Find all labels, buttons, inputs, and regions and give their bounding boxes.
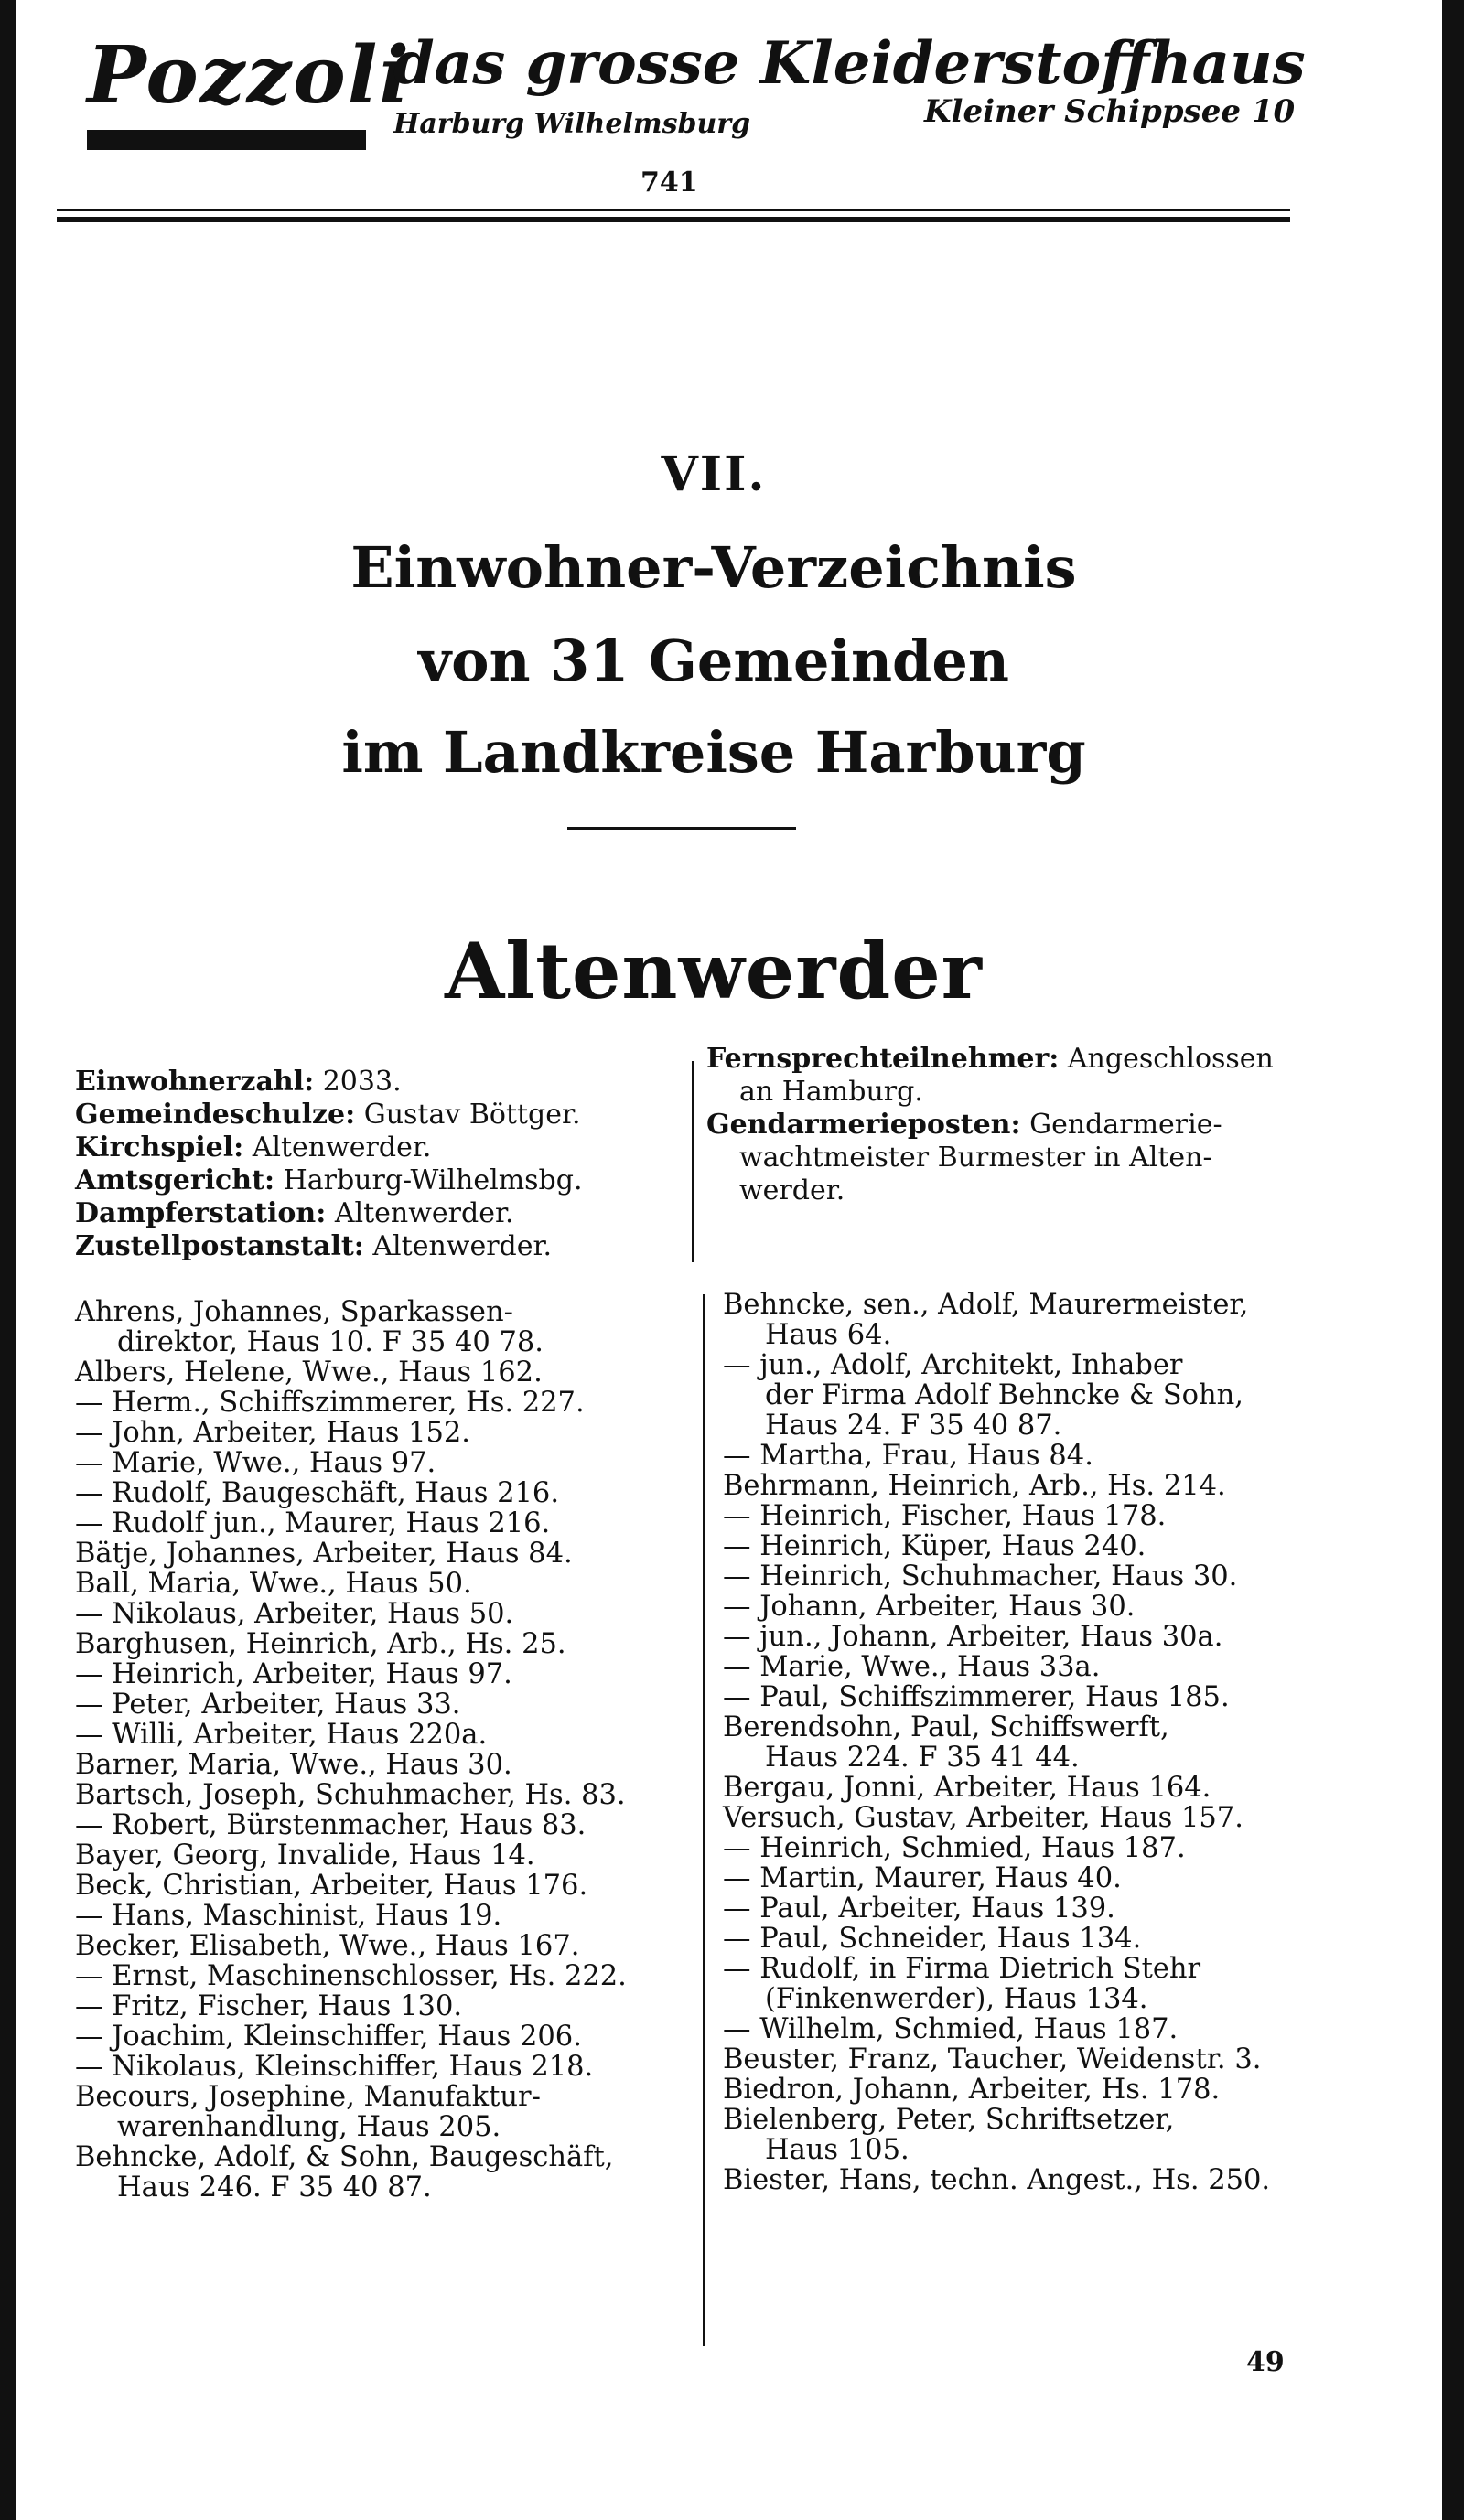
title-divider [567, 827, 796, 830]
scan-left-edge [0, 0, 16, 2520]
fact-line-label: Dampferstation: [75, 1197, 327, 1229]
resident-entry: Versuch, Gustav, Arbeiter, Haus 157. [723, 1802, 1243, 1834]
resident-entry: Bartsch, Joseph, Schuhmacher, Hs. 83. [75, 1779, 626, 1811]
resident-entry: — Heinrich, Küper, Haus 240. [723, 1530, 1146, 1562]
ad-address: Kleiner Schippsee 10 [924, 93, 1296, 130]
ad-brand: Pozzoli [87, 29, 412, 122]
resident-entry: Berendsohn, Paul, Schiffswerft, [723, 1711, 1169, 1743]
resident-entry: — Peter, Arbeiter, Haus 33. [75, 1689, 461, 1721]
resident-entry: Behncke, Adolf, & Sohn, Baugeschäft, [75, 2141, 614, 2173]
contact-line-label: Gendarmerieposten: [706, 1109, 1021, 1141]
resident-entry-continuation: der Firma Adolf Behncke & Sohn, [765, 1379, 1243, 1411]
resident-entry: — Heinrich, Arbeiter, Haus 97. [75, 1658, 512, 1690]
fact-line [75, 1230, 583, 1263]
resident-entry: Becker, Elisabeth, Wwe., Haus 167. [75, 1930, 580, 1962]
resident-entry: — Martin, Maurer, Haus 40. [723, 1862, 1122, 1894]
fact-line [75, 1066, 583, 1099]
resident-entry: — Wilhelm, Schmied, Haus 187. [723, 2013, 1179, 2045]
fact-line-value: 2033. [314, 1066, 402, 1098]
title-line-2: von 31 Gemeinden [418, 627, 1009, 694]
resident-entry: — Heinrich, Schmied, Haus 187. [723, 1832, 1186, 1864]
scan-right-edge [1442, 0, 1464, 2520]
fact-line-label: Amtsgericht: [75, 1164, 275, 1196]
resident-entry: Behrmann, Heinrich, Arb., Hs. 214. [723, 1470, 1226, 1502]
fact-line-value: Harburg-Wilhelmsbg. [274, 1164, 583, 1196]
resident-entry-continuation: Haus 24. F 35 40 87. [765, 1410, 1062, 1442]
resident-entry: — John, Arbeiter, Haus 152. [75, 1417, 471, 1449]
resident-entry: — Nikolaus, Arbeiter, Haus 50. [75, 1598, 514, 1630]
resident-entry: Bayer, Georg, Invalide, Haus 14. [75, 1839, 535, 1871]
resident-entry: Barghusen, Heinrich, Arb., Hs. 25. [75, 1628, 566, 1660]
resident-entry-continuation: (Finkenwerder), Haus 134. [765, 1983, 1148, 2015]
contact-line [706, 1109, 1274, 1142]
resident-entry-continuation: Haus 224. F 35 41 44. [765, 1742, 1080, 1774]
fact-line-value: Altenwerder. [326, 1197, 514, 1229]
header-rule-thick [57, 217, 1290, 222]
title-line-1: Einwohner-Verzeichnis [350, 534, 1077, 601]
fact-line-label: Zustellpostanstalt: [75, 1230, 364, 1262]
contact-line [706, 1142, 1274, 1174]
fact-line-label: Kirchspiel: [75, 1131, 244, 1163]
resident-entry: Ball, Maria, Wwe., Haus 50. [75, 1568, 472, 1600]
ad-underline-bar [87, 130, 366, 150]
resident-entry: — Paul, Schiffszimmerer, Haus 185. [723, 1681, 1230, 1713]
municipality-contacts [706, 1043, 1274, 1207]
municipality-heading: Altenwerder [445, 926, 983, 1016]
contact-line-value: Gendarmerie- [1020, 1109, 1222, 1141]
list-column-divider [703, 1294, 705, 2346]
resident-entry: — Heinrich, Schuhmacher, Haus 30. [723, 1560, 1238, 1592]
resident-entry: — Rudolf jun., Maurer, Haus 216. [75, 1507, 551, 1539]
ad-cities: Harburg Wilhelmsburg [393, 108, 751, 140]
resident-entry: Ahrens, Johannes, Sparkassen- [75, 1296, 513, 1328]
title-line-3: im Landkreise Harburg [341, 719, 1086, 786]
fact-line-label: Einwohnerzahl: [75, 1066, 315, 1098]
contact-line-value: Angeschlossen [1059, 1043, 1274, 1075]
contact-line-label: Fernsprechteilnehmer: [706, 1043, 1060, 1075]
resident-entry: — Willi, Arbeiter, Haus 220a. [75, 1719, 488, 1751]
fact-line-value: Gustav Böttger. [355, 1099, 581, 1131]
header-rule [57, 209, 1290, 211]
resident-entry: Biedron, Johann, Arbeiter, Hs. 178. [723, 2074, 1221, 2106]
fact-line [75, 1164, 583, 1197]
resident-entry: — Paul, Arbeiter, Haus 139. [723, 1893, 1115, 1925]
resident-list-left [75, 1297, 697, 2203]
resident-entry: Bielenberg, Peter, Schriftsetzer, [723, 2104, 1175, 2136]
resident-entry: — jun., Johann, Arbeiter, Haus 30a. [723, 1621, 1223, 1653]
resident-entry: Bergau, Jonni, Arbeiter, Haus 164. [723, 1772, 1211, 1804]
resident-entry: — Joachim, Kleinschiffer, Haus 206. [75, 2021, 582, 2053]
page-number-bottom: 49 [1246, 2346, 1285, 2378]
resident-entry: — Herm., Schiffszimmerer, Hs. 227. [75, 1387, 585, 1419]
resident-entry: Behncke, sen., Adolf, Maurermeister, [723, 1289, 1249, 1321]
resident-entry: Becours, Josephine, Manufaktur- [75, 2081, 541, 2113]
fact-line [75, 1099, 583, 1131]
resident-entry: — jun., Adolf, Architekt, Inhaber [723, 1349, 1183, 1381]
resident-entry: — Nikolaus, Kleinschiffer, Haus 218. [75, 2051, 594, 2083]
resident-entry: Beck, Christian, Arbeiter, Haus 176. [75, 1870, 588, 1902]
fact-line [75, 1197, 583, 1230]
resident-entry-continuation: Haus 64. [765, 1319, 892, 1351]
resident-entry: — Hans, Maschinist, Haus 19. [75, 1900, 502, 1932]
page-number-top: 741 [640, 166, 698, 198]
info-column-divider [692, 1061, 694, 1262]
resident-entry: — Heinrich, Fischer, Haus 178. [723, 1500, 1167, 1532]
contact-line [706, 1174, 1274, 1207]
resident-entry-continuation: warenhandlung, Haus 205. [117, 2111, 501, 2143]
resident-entry: — Marie, Wwe., Haus 33a. [723, 1651, 1101, 1683]
resident-entry: — Paul, Schneider, Haus 134. [723, 1923, 1142, 1955]
chapter-number: VII. [661, 446, 767, 502]
resident-entry: — Rudolf, in Firma Dietrich Stehr [723, 1953, 1201, 1985]
resident-entry: Barner, Maria, Wwe., Haus 30. [75, 1749, 512, 1781]
resident-list-right [723, 1290, 1327, 2195]
fact-line-value: Altenwerder. [363, 1230, 553, 1262]
resident-entry-continuation: Haus 105. [765, 2134, 910, 2166]
resident-entry: Bätje, Johannes, Arbeiter, Haus 84. [75, 1538, 573, 1570]
resident-entry: — Robert, Bürstenmacher, Haus 83. [75, 1809, 587, 1841]
resident-entry-continuation: Haus 246. F 35 40 87. [117, 2171, 432, 2204]
fact-line-label: Gemeindeschulze: [75, 1099, 356, 1131]
contact-line [706, 1076, 1274, 1109]
fact-line [75, 1131, 583, 1164]
resident-entry: — Ernst, Maschinenschlosser, Hs. 222. [75, 1960, 627, 1992]
contact-line-value: wachtmeister Burmester in Alten- [739, 1142, 1212, 1174]
resident-entry: Albers, Helene, Wwe., Haus 162. [75, 1357, 543, 1389]
contact-line [706, 1043, 1274, 1076]
resident-entry: — Marie, Wwe., Haus 97. [75, 1447, 436, 1479]
resident-entry: — Rudolf, Baugeschäft, Haus 216. [75, 1477, 560, 1509]
resident-entry: Beuster, Franz, Taucher, Weidenstr. 3. [723, 2043, 1262, 2075]
resident-entry: — Martha, Frau, Haus 84. [723, 1440, 1093, 1472]
municipality-facts [75, 1066, 583, 1263]
resident-entry: — Fritz, Fischer, Haus 130. [75, 1990, 463, 2022]
ad-slogan: das grosse Kleiderstoffhaus [393, 29, 1306, 98]
resident-entry-continuation: direktor, Haus 10. F 35 40 78. [117, 1326, 544, 1358]
fact-line-value: Altenwerder. [243, 1131, 432, 1163]
contact-line-value: werder. [739, 1174, 845, 1206]
resident-entry: — Johann, Arbeiter, Haus 30. [723, 1591, 1136, 1623]
resident-entry: Biester, Hans, techn. Angest., Hs. 250. [723, 2164, 1271, 2196]
contact-line-value: an Hamburg. [739, 1076, 923, 1108]
